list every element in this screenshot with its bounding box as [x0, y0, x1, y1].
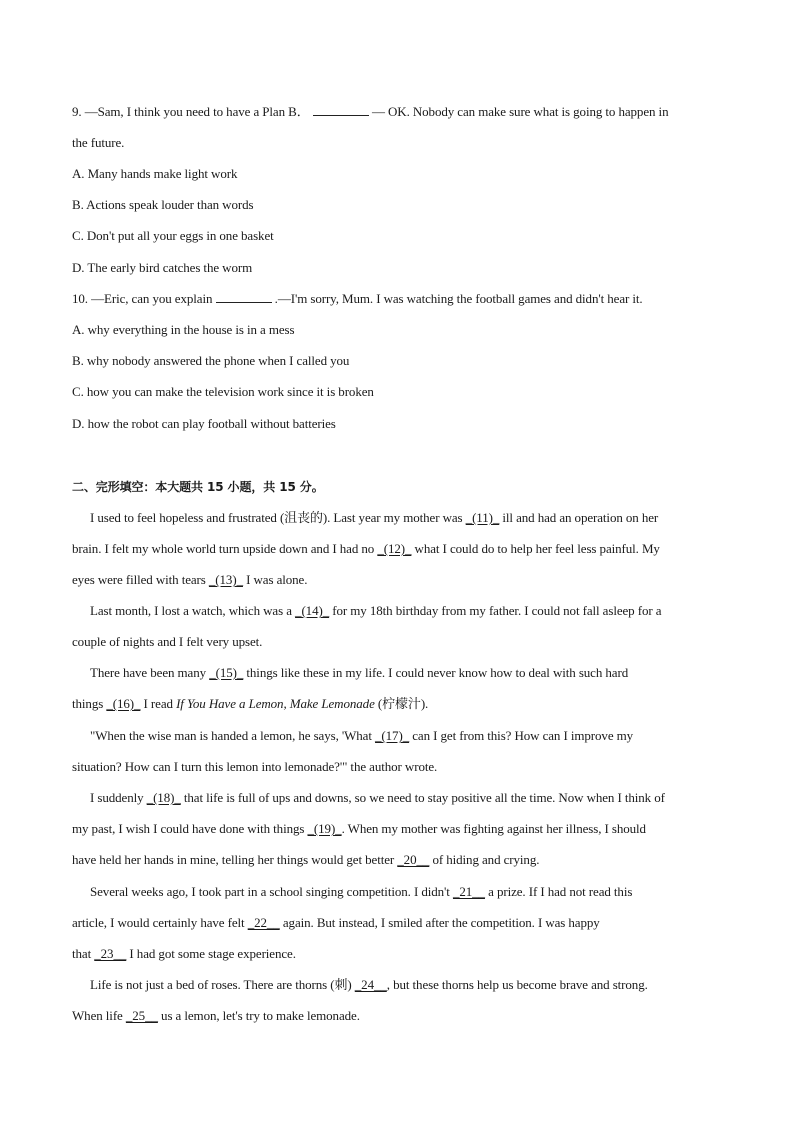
q9-option-a[interactable]: A. Many hands make light work — [72, 166, 238, 181]
blank-18[interactable]: _(18)_ — [146, 790, 181, 805]
passage-text: I used to feel hopeless and frustrated (沮丧的). Last year my mother was — [90, 510, 466, 525]
q10-option-a[interactable]: A. why everything in the house is in a mess — [72, 322, 295, 337]
passage-text: , but these thorns help us become brave and strong. — [386, 977, 648, 992]
passage-text: . When my mother was fighting against her illness, I should — [341, 821, 646, 836]
passage-text: for my 18th birthday from my father. I could not fall asleep for a — [329, 603, 662, 618]
passage-text: have held her hands in mine, telling her things would get better — [72, 852, 398, 867]
q10-answer-blank[interactable] — [216, 289, 272, 303]
blank-11[interactable]: _(11)_ — [465, 510, 500, 525]
passage-line — [72, 1006, 732, 1026]
passage-text: brain. I felt my whole world turn upside down and I had no — [72, 541, 378, 556]
blank-17[interactable]: _(17)_ — [375, 728, 410, 743]
passage-line — [72, 850, 732, 870]
blank-24[interactable]: _24__ — [354, 977, 387, 992]
blank-15[interactable]: _(15)_ — [209, 665, 244, 680]
passage-text: When life — [72, 1008, 126, 1023]
passage-text: Life is not just a bed of roses. There are thorns (刺) — [90, 977, 355, 992]
passage-text: that — [72, 946, 95, 961]
passage-line — [72, 570, 732, 590]
q9-stem-text: 9. —Sam, I think you need to have a Plan B． — [72, 104, 310, 119]
passage-text: I had got some stage experience. — [126, 946, 296, 961]
passage-line — [72, 819, 732, 839]
passage-text: us a lemon, let's try to make lemonade. — [157, 1008, 360, 1023]
passage-line — [90, 882, 750, 902]
passage-line: situation? How can I turn this lemon into lemonade?'" the author wrote. — [72, 759, 438, 774]
blank-22[interactable]: _22__ — [247, 915, 280, 930]
passage-text: Last month, I lost a watch, which was a — [90, 603, 296, 618]
blank-19[interactable]: _(19)_ — [307, 821, 342, 836]
blank-20[interactable]: _20__ — [397, 852, 430, 867]
blank-23[interactable]: _23__ — [94, 946, 127, 961]
blank-25[interactable]: _25__ — [125, 1008, 158, 1023]
passage-line — [90, 788, 750, 808]
passage-text: "When the wise man is handed a lemon, he says, 'What — [90, 728, 376, 743]
q9-option-d[interactable]: D. The early bird catches the worm — [72, 260, 253, 275]
passage-text: I suddenly — [90, 790, 147, 805]
passage-line — [90, 508, 750, 528]
q9-stem — [72, 102, 732, 122]
q10-stem — [72, 289, 732, 309]
passage-text: things — [72, 696, 107, 711]
passage-line — [90, 726, 750, 746]
passage-text: again. But instead, I smiled after the competition. I was happy — [279, 915, 600, 930]
blank-21[interactable]: _21__ — [452, 884, 485, 899]
blank-13[interactable]: _(13)_ — [208, 572, 243, 587]
passage-text: a prize. If I had not read this — [484, 884, 633, 899]
q9-stem-continued: the future. — [72, 135, 125, 150]
passage-text: eyes were filled with tears — [72, 572, 209, 587]
q10-stem-text-2: .—I'm sorry, Mum. I was watching the football games and didn't hear it. — [274, 291, 643, 306]
passage-text: (柠檬汁). — [374, 696, 429, 711]
passage-line — [72, 913, 732, 933]
passage-text: of hiding and crying. — [429, 852, 540, 867]
q9-option-c[interactable]: C. Don't put all your eggs in one basket — [72, 228, 274, 243]
passage-line: couple of nights and I felt very upset. — [72, 634, 263, 649]
passage-line — [90, 601, 750, 621]
passage-text: that life is full of ups and downs, so we need to stay positive all the time. Now when I think of — [180, 790, 665, 805]
q9-stem-text-2: — OK. Nobody can make sure what is going to happen in — [371, 104, 669, 119]
blank-16[interactable]: _(16)_ — [106, 696, 141, 711]
q10-stem-text: 10. —Eric, can you explain — [72, 291, 213, 306]
blank-14[interactable]: _(14)_ — [295, 603, 330, 618]
passage-line — [72, 539, 732, 559]
passage-text: my past, I wish I could have done with things — [72, 821, 308, 836]
section-heading: 二、完形填空：本大题共 15 小题，共 15 分。 — [72, 480, 324, 494]
passage-text: ill and had an operation on her — [499, 510, 659, 525]
passage-text: article, I would certainly have felt — [72, 915, 248, 930]
passage-text: I was alone. — [242, 572, 308, 587]
q10-option-b[interactable]: B. why nobody answered the phone when I called you — [72, 353, 350, 368]
passage-line — [72, 694, 732, 714]
passage-text: things like these in my life. I could never know how to deal with such hard — [243, 665, 629, 680]
passage-line — [72, 944, 732, 964]
passage-text: Several weeks ago, I took part in a school singing competition. I didn't — [90, 884, 453, 899]
passage-text: what I could do to help her feel less painful. My — [411, 541, 660, 556]
blank-12[interactable]: _(12)_ — [377, 541, 412, 556]
q10-option-c[interactable]: C. how you can make the television work since it is broken — [72, 384, 374, 399]
q10-option-d[interactable]: D. how the robot can play football without batteries — [72, 416, 336, 431]
passage-text: can I get from this? How can I improve my — [409, 728, 634, 743]
passage-text: There have been many — [90, 665, 210, 680]
passage-line — [90, 975, 750, 995]
passage-text: I read — [140, 696, 177, 711]
book-title: If You Have a Lemon, Make Lemonade — [176, 696, 375, 711]
passage-line — [90, 663, 750, 683]
q9-answer-blank[interactable] — [313, 102, 369, 116]
q9-option-b[interactable]: B. Actions speak louder than words — [72, 197, 254, 212]
